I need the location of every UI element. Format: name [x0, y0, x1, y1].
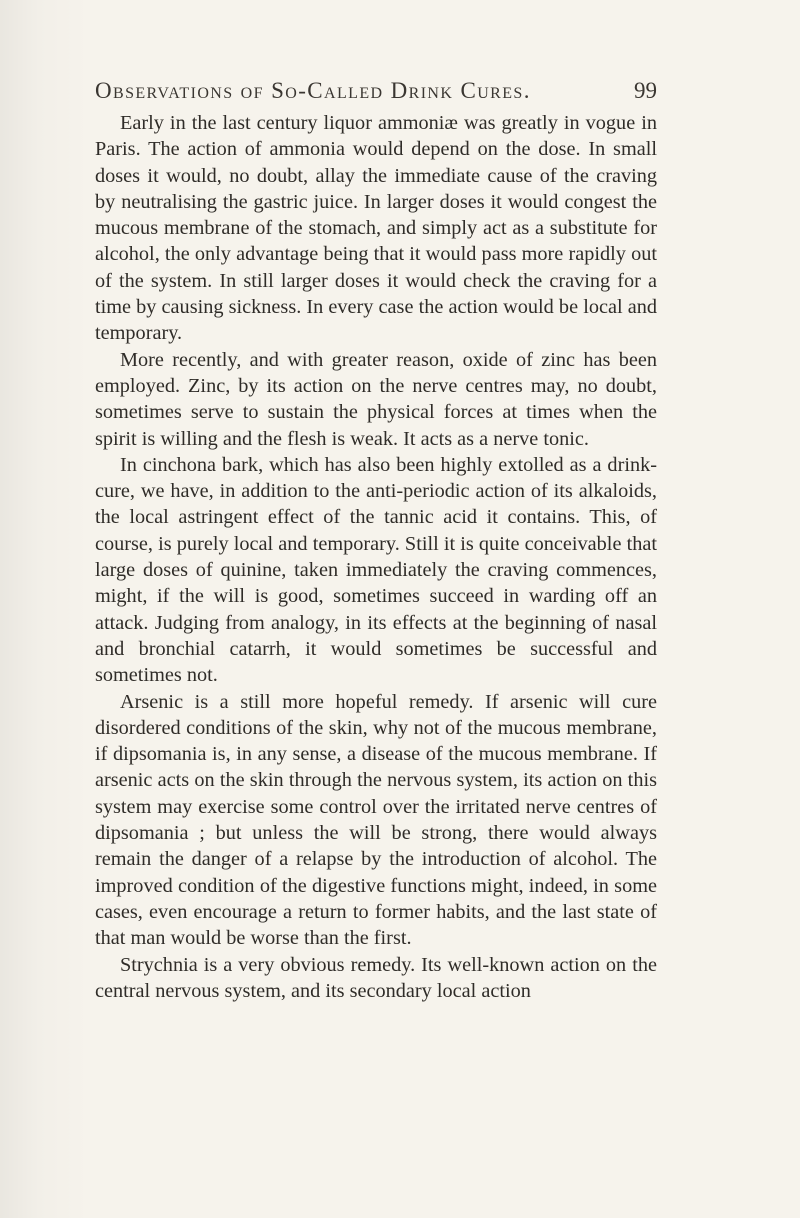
page-header [95, 78, 657, 110]
paragraph-arsenic: Arsenic is a still more hopeful remedy. If arsenic will cure disordered conditions of the skin, why not of the mucous membrane, if dipsomania is, in any sense, a disease of the mucous membrane. If arsenic acts on the skin through the nervous system, its action on this system may exercise some control over the irritated nerve centres of dipsomania ; but unless the will be strong, there would always remain the danger of a relapse by the introduction of alcohol. The improved condition of the digestive functions might, indeed, in some cases, even encourage a return to former habits, and the last state of that man would be worse than the first. [95, 690, 657, 950]
paragraph-cinchona: In cinchona bark, which has also been highly extolled as a drink-cure, we have, in addition to the anti-periodic action of its alkaloids, the local astringent effect of the tannic acid it contains. This, of course, is purely local and temporary. Still it is quite conceivable that large doses of quinine, taken immediately the craving commences, might, if the will is good, sometimes succeed in warding off an attack. Judging from analogy, in its effects at the beginning of nasal and bronchial catarrh, it would sometimes be successful and sometimes not. [95, 453, 657, 687]
paragraph-zinc: More recently, and with greater reason, oxide of zinc has been employed. Zinc, by its action on the nerve centres may, no doubt, sometimes serve to sustain the physical forces at times when the spirit is willing and the flesh is weak. It acts as a nerve tonic. [95, 348, 657, 450]
page-number: 99 [634, 78, 657, 103]
paragraph-strychnia: Strychnia is a very obvious remedy. Its well-known action on the central nervous system, and its secondary local action [95, 953, 657, 1002]
paragraph-ammonia: Early in the last century liquor ammoniæ was greatly in vogue in Paris. The action of ammonia would depend on the dose. In small doses it would, no doubt, allay the immediate cause of the craving by neutralising the gastric juice. In larger doses it would congest the mucous membrane of the stomach, and simply act as a substitute for alcohol, the only advantage being that it would pass more rapidly out of the system. In still larger doses it would check the craving for a time by causing sickness. In every case the action would be local and temporary. [95, 112, 657, 345]
running-title: Observations of So-Called Drink Cures. [95, 78, 531, 103]
body-text [95, 110, 657, 1004]
